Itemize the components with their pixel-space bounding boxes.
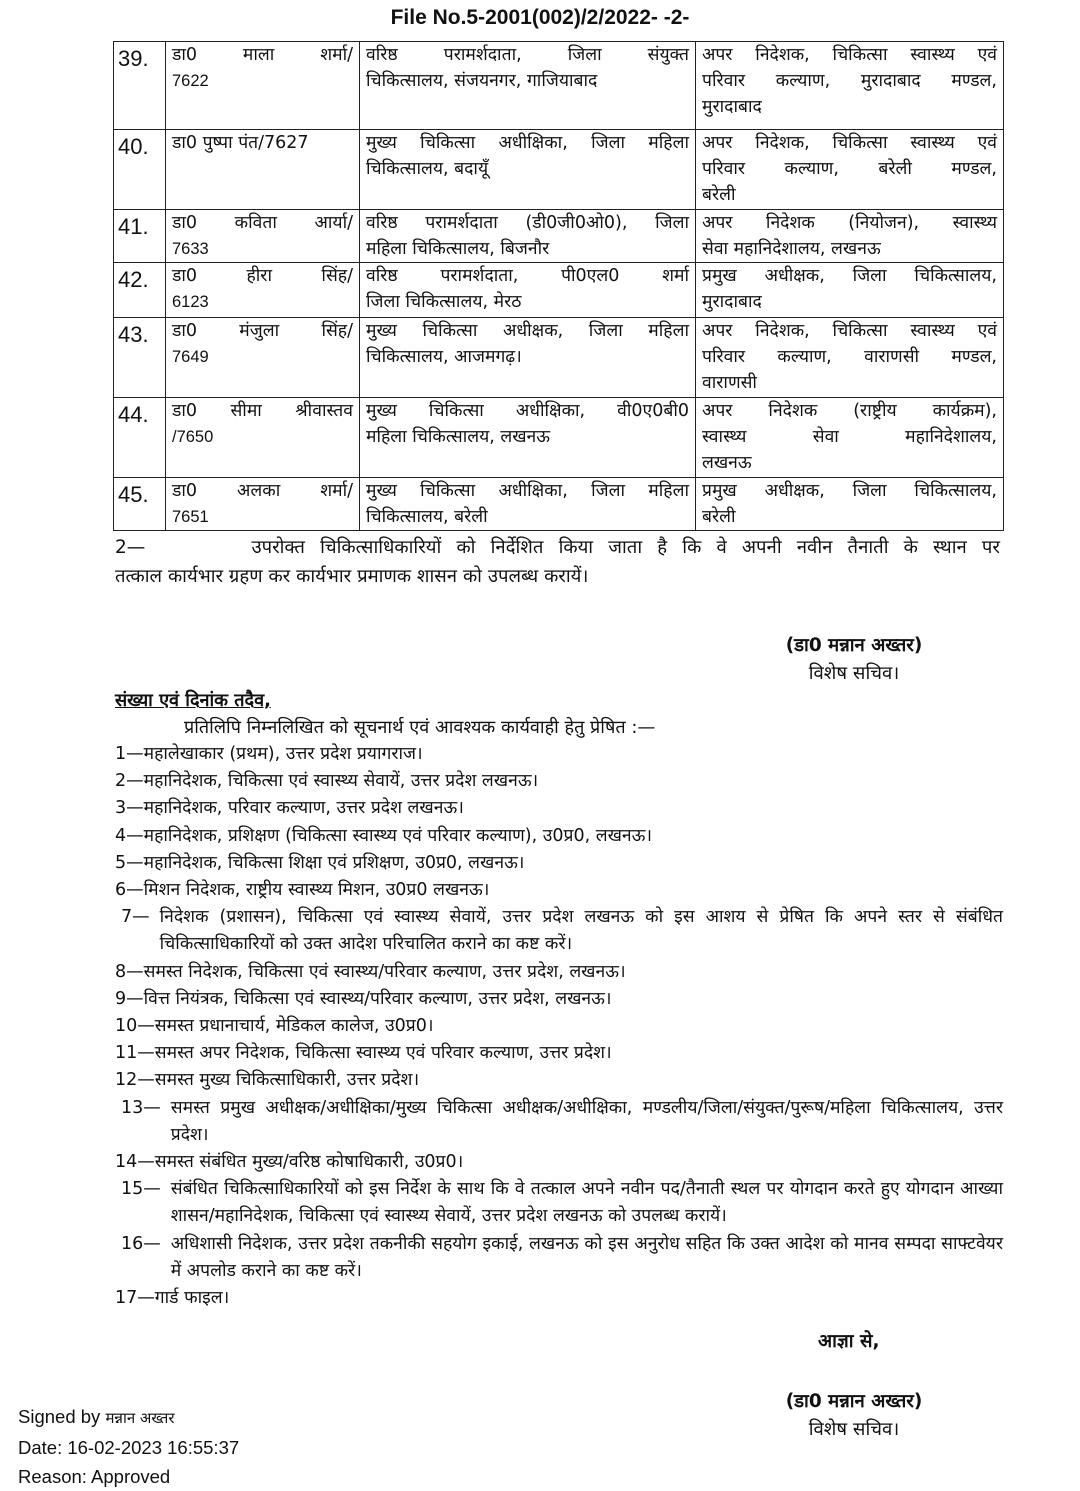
signed-date: Date: 16-02-2023 16:55:37 (18, 1437, 240, 1458)
serial-number: 45. (114, 478, 166, 531)
new-post-line-3: लखनऊ (702, 453, 752, 473)
current-post-cell (360, 130, 696, 210)
list-item-text: महालेखाकार (प्रथम), उत्तर प्रदेश प्रयागराज। (143, 744, 423, 764)
current-post-cell (360, 42, 696, 130)
paragraph-2-line-1 (115, 533, 1000, 562)
list-item-text: वित्त नियंत्रक, चिकित्सा एवं स्वास्थ्य/परिवार कल्याण, उत्तर प्रदेश, लखनऊ। (143, 988, 612, 1009)
signatory-designation: विशेष सचिव। (808, 663, 900, 684)
table-row (114, 42, 1004, 130)
list-item (115, 1067, 1003, 1094)
list-item-number: 7— (121, 907, 150, 928)
officer-cell (166, 130, 360, 210)
signature-block-2 (734, 1388, 974, 1444)
signature-block (734, 632, 974, 688)
current-post-line-2: चिकित्सालय, बरेली (366, 507, 488, 527)
new-post-line-1: अपर निदेशक, चिकित्सा स्वास्थ्य एवं (702, 45, 997, 65)
list-item-text: समस्त प्रधानाचार्य, मेडिकल कालेज, उ0प्र0। (154, 1016, 434, 1037)
list-item (115, 795, 1003, 822)
table-row (114, 318, 1004, 398)
new-post-line-1: अपर निदेशक (नियोजन), स्वास्थ्य (702, 213, 997, 233)
list-item (115, 1040, 1003, 1067)
table-row (114, 210, 1004, 263)
new-post-line-2: मुरादाबाद (702, 292, 762, 312)
table-row (114, 398, 1004, 478)
current-post-line-2: चिकित्सालय, संजयनगर, गाजियाबाद (366, 71, 598, 91)
copy-header: संख्या एवं दिनांक तदैव, (115, 690, 271, 711)
officer-cell (166, 210, 360, 263)
signed-by-name: मन्नान अख्तर (105, 1409, 175, 1427)
list-item-number: 15— (121, 1179, 161, 1200)
list-item (115, 768, 1003, 795)
new-post-cell (696, 42, 1004, 130)
officer-code: 7622 (172, 72, 209, 90)
current-post-line-1: मुख्य चिकित्सा अधीक्षिका, वी0ए0बी0 (366, 401, 689, 421)
new-post-line-2: बरेली (702, 507, 736, 527)
current-post-line-1: मुख्य चिकित्सा अधीक्षक, जिला महिला (366, 321, 689, 341)
list-item (115, 877, 1003, 904)
list-item-number: 14— (115, 1152, 155, 1173)
current-post-line-1: वरिष्ठ परामर्शदाता, पी0एल0 शर्मा (366, 266, 689, 286)
signed-by-label: Signed by (18, 1406, 101, 1427)
new-post-cell (696, 398, 1004, 478)
current-post-line-2: चिकित्सालय, बदायूँ (366, 159, 489, 179)
serial-number: 43. (114, 318, 166, 398)
list-item-text: समस्त मुख्य चिकित्साधिकारी, उत्तर प्रदेश। (154, 1070, 420, 1091)
new-post-line-3: वाराणसी (702, 373, 757, 393)
list-item-number: 12— (115, 1070, 155, 1091)
new-post-line-2: परिवार कल्याण, वाराणसी मण्डल, (702, 347, 997, 367)
list-item (115, 904, 1003, 958)
list-item (115, 1149, 1003, 1176)
by-order-text: आज्ञा से, (818, 1331, 880, 1352)
list-item-text: समस्त संबंधित मुख्य/वरिष्ठ कोषाधिकारी, उ0प्र0। (154, 1152, 464, 1173)
list-item-number: 3— (115, 798, 144, 819)
copy-list (115, 741, 1003, 1312)
list-item-text: महानिदेशक, प्रशिक्षण (चिकित्सा स्वास्थ्य एवं परिवार कल्याण), उ0प्र0, लखनऊ। (143, 825, 652, 846)
officer-name: डा0 कविता आर्या/ (172, 213, 353, 233)
list-item-text: समस्त प्रमुख अधीक्षक/अधीक्षिका/मुख्य चिकित्सा अधीक्षक/अधीक्षिका, मण्डलीय/जिला/संयुक्त/पुरूष/महिला चिकित्सालय, उत्तर प्रदेश। (170, 1097, 1003, 1145)
officer-name: डा0 सीमा श्रीवास्तव (172, 401, 353, 421)
list-item (115, 1285, 1003, 1312)
list-item-number: 2— (115, 771, 144, 792)
list-item-number: 9— (115, 988, 144, 1009)
new-post-cell (696, 210, 1004, 263)
list-item-text: निदेशक (प्रशासन), चिकित्सा एवं स्वास्थ्य सेवायें, उत्तर प्रदेश लखनऊ को इस आशय से प्रेषित कि अपने स्तर से संबंधित चिकित्साधिकारियों को उक्त आदेश परिचालित कराने का कष्ट करें। (159, 907, 1003, 955)
file-number: File No.5-2001(002)/2/2022- -2- (390, 6, 690, 29)
list-item-text: गार्ड फाइल। (154, 1288, 230, 1309)
serial-number: 42. (114, 263, 166, 318)
list-item-text: महानिदेशक, परिवार कल्याण, उत्तर प्रदेश लखनऊ। (143, 798, 464, 819)
paragraph-number: 2— (115, 537, 146, 558)
list-item (115, 986, 1003, 1013)
list-item (115, 823, 1003, 850)
serial-number: 41. (114, 210, 166, 263)
current-post-line-1: वरिष्ठ परामर्शदाता (डी0जी0ओ0), जिला (366, 213, 689, 233)
paragraph-text-1: उपरोक्त चिकित्साधिकारियों को निर्देशित किया जाता है कि वे अपनी नवीन तैनाती के स्थान पर (251, 537, 1000, 558)
officer-cell (166, 318, 360, 398)
list-item (115, 1013, 1003, 1040)
list-item (115, 959, 1003, 986)
new-post-line-2: स्वास्थ्य सेवा महानिदेशालय, (702, 427, 997, 447)
list-item-number: 4— (115, 825, 144, 846)
officer-name: डा0 मंजुला सिंह/ (172, 321, 353, 341)
current-post-cell (360, 263, 696, 318)
list-item-text: अधिशासी निदेशक, उत्तर प्रदेश तकनीकी सहयोग इकाई, लखनऊ को इस अनुरोध सहित कि उक्त आदेश को मानव सम्पदा साफ्टवेयर में अपलोड कराने का कष्ट करें। (170, 1233, 1003, 1281)
officer-code: 7649 (172, 348, 209, 366)
list-item-number: 11— (115, 1043, 155, 1064)
new-post-cell (696, 478, 1004, 531)
serial-number: 40. (114, 130, 166, 210)
officer-name: डा0 माला शर्मा/ (172, 45, 353, 65)
table-row (114, 263, 1004, 318)
signed-reason: Reason: Approved (18, 1466, 171, 1487)
current-post-cell (360, 210, 696, 263)
new-post-cell (696, 318, 1004, 398)
new-post-line-1: अपर निदेशक, चिकित्सा स्वास्थ्य एवं (702, 133, 997, 153)
new-post-cell (696, 130, 1004, 210)
list-item-text: महानिदेशक, चिकित्सा शिक्षा एवं प्रशिक्षण, उ0प्र0, लखनऊ। (143, 852, 525, 873)
officer-cell (166, 263, 360, 318)
signatory-name-2: (डा0 मन्नान अख्तर) (785, 1391, 923, 1412)
current-post-cell (360, 478, 696, 531)
new-post-line-3: मुरादाबाद (702, 97, 762, 117)
current-post-line-1: वरिष्ठ परामर्शदाता, जिला संयुक्त (366, 45, 689, 65)
new-post-line-1: प्रमुख अधीक्षक, जिला चिकित्सालय, (702, 481, 997, 501)
list-item-number: 5— (115, 852, 144, 873)
list-item-text: मिशन निदेशक, राष्ट्रीय स्वास्थ्य मिशन, उ0प्र0 लखनऊ। (143, 880, 490, 901)
officer-code: 7651 (172, 508, 209, 526)
list-item-number: 17— (115, 1288, 155, 1309)
current-post-cell (360, 318, 696, 398)
serial-number: 39. (114, 42, 166, 130)
current-post-line-1: मुख्य चिकित्सा अधीक्षिका, जिला महिला (366, 133, 689, 153)
officer-cell (166, 42, 360, 130)
list-item-text: महानिदेशक, चिकित्सा एवं स्वास्थ्य सेवायें, उत्तर प्रदेश लखनऊ। (143, 771, 539, 792)
current-post-cell (360, 398, 696, 478)
current-post-line-2: जिला चिकित्सालय, मेरठ (366, 292, 522, 312)
list-item-number: 6— (115, 880, 144, 901)
current-post-line-1: मुख्य चिकित्सा अधीक्षिका, जिला महिला (366, 481, 689, 501)
signatory-name: (डा0 मन्नान अख्तर) (785, 635, 923, 656)
posting-table-body (114, 42, 1004, 531)
new-post-line-1: अपर निदेशक, चिकित्सा स्वास्थ्य एवं (702, 321, 997, 341)
officer-name: डा0 हीरा सिंह/ (172, 266, 353, 286)
new-post-line-3: बरेली (702, 185, 736, 205)
posting-table (113, 41, 1004, 531)
new-post-line-2: परिवार कल्याण, बरेली मण्डल, (702, 159, 997, 179)
officer-code: 6123 (172, 293, 209, 311)
paragraph-2 (115, 533, 1000, 591)
signed-by-line (18, 1402, 239, 1433)
list-item (115, 1231, 1003, 1285)
list-item-number: 10— (115, 1016, 155, 1037)
current-post-line-2: महिला चिकित्सालय, बिजनौर (366, 239, 550, 259)
list-item (115, 850, 1003, 877)
table-row (114, 130, 1004, 210)
new-post-line-2: सेवा महानिदेशालय, लखनऊ (702, 239, 881, 259)
list-item-text: समस्त अपर निदेशक, चिकित्सा स्वास्थ्य एवं परिवार कल्याण, उत्तर प्रदेश। (154, 1043, 612, 1064)
signatory-designation-2: विशेष सचिव। (808, 1419, 900, 1440)
list-item (115, 1095, 1003, 1149)
officer-cell (166, 398, 360, 478)
officer-code: 7633 (172, 240, 209, 258)
paragraph-2-line-2: तत्काल कार्यभार ग्रहण कर कार्यभार प्रमाणक शासन को उपलब्ध करायें। (115, 566, 589, 587)
table-row (114, 478, 1004, 531)
list-item-number: 1— (115, 744, 144, 764)
list-item (115, 1176, 1003, 1230)
serial-number: 44. (114, 398, 166, 478)
officer-name: डा0 अलका शर्मा/ (172, 481, 353, 501)
list-item-number: 8— (115, 961, 144, 982)
new-post-line-2: परिवार कल्याण, मुरादाबाद मण्डल, (702, 71, 997, 91)
digital-signature (18, 1402, 239, 1491)
copy-intro: प्रतिलिपि निम्नलिखित को सूचनार्थ एवं आवश्यक कार्यवाही हेतु प्रेषित :— (184, 717, 656, 738)
list-item-text: समस्त निदेशक, चिकित्सा एवं स्वास्थ्य/परिवार कल्याण, उत्तर प्रदेश, लखनऊ। (143, 961, 626, 982)
list-item-number: 16— (121, 1233, 161, 1254)
list-item-text: संबंधित चिकित्साधिकारियों को इस निर्देश के साथ कि वे तत्काल अपने नवीन पद/तैनाती स्थल पर योगदान करते हुए योगदान आख्या शासन/महानिदेशक, चिकित्सा एवं स्वास्थ्य सेवायें, उत्तर प्रदेश लखनऊ को उपलब्ध करायें। (170, 1179, 1003, 1227)
list-item-number: 13— (121, 1097, 161, 1118)
new-post-line-1: प्रमुख अधीक्षक, जिला चिकित्सालय, (702, 266, 997, 286)
officer-code: /7650 (172, 428, 214, 446)
list-item (115, 741, 1003, 768)
current-post-line-2: महिला चिकित्सालय, लखनऊ (366, 427, 551, 447)
officer-name: डा0 पुष्पा पंत/7627 (172, 133, 309, 153)
new-post-line-1: अपर निदेशक (राष्ट्रीय कार्यक्रम), (702, 401, 997, 421)
officer-cell (166, 478, 360, 531)
current-post-line-2: चिकित्सालय, आजमगढ़। (366, 347, 522, 367)
new-post-cell (696, 263, 1004, 318)
